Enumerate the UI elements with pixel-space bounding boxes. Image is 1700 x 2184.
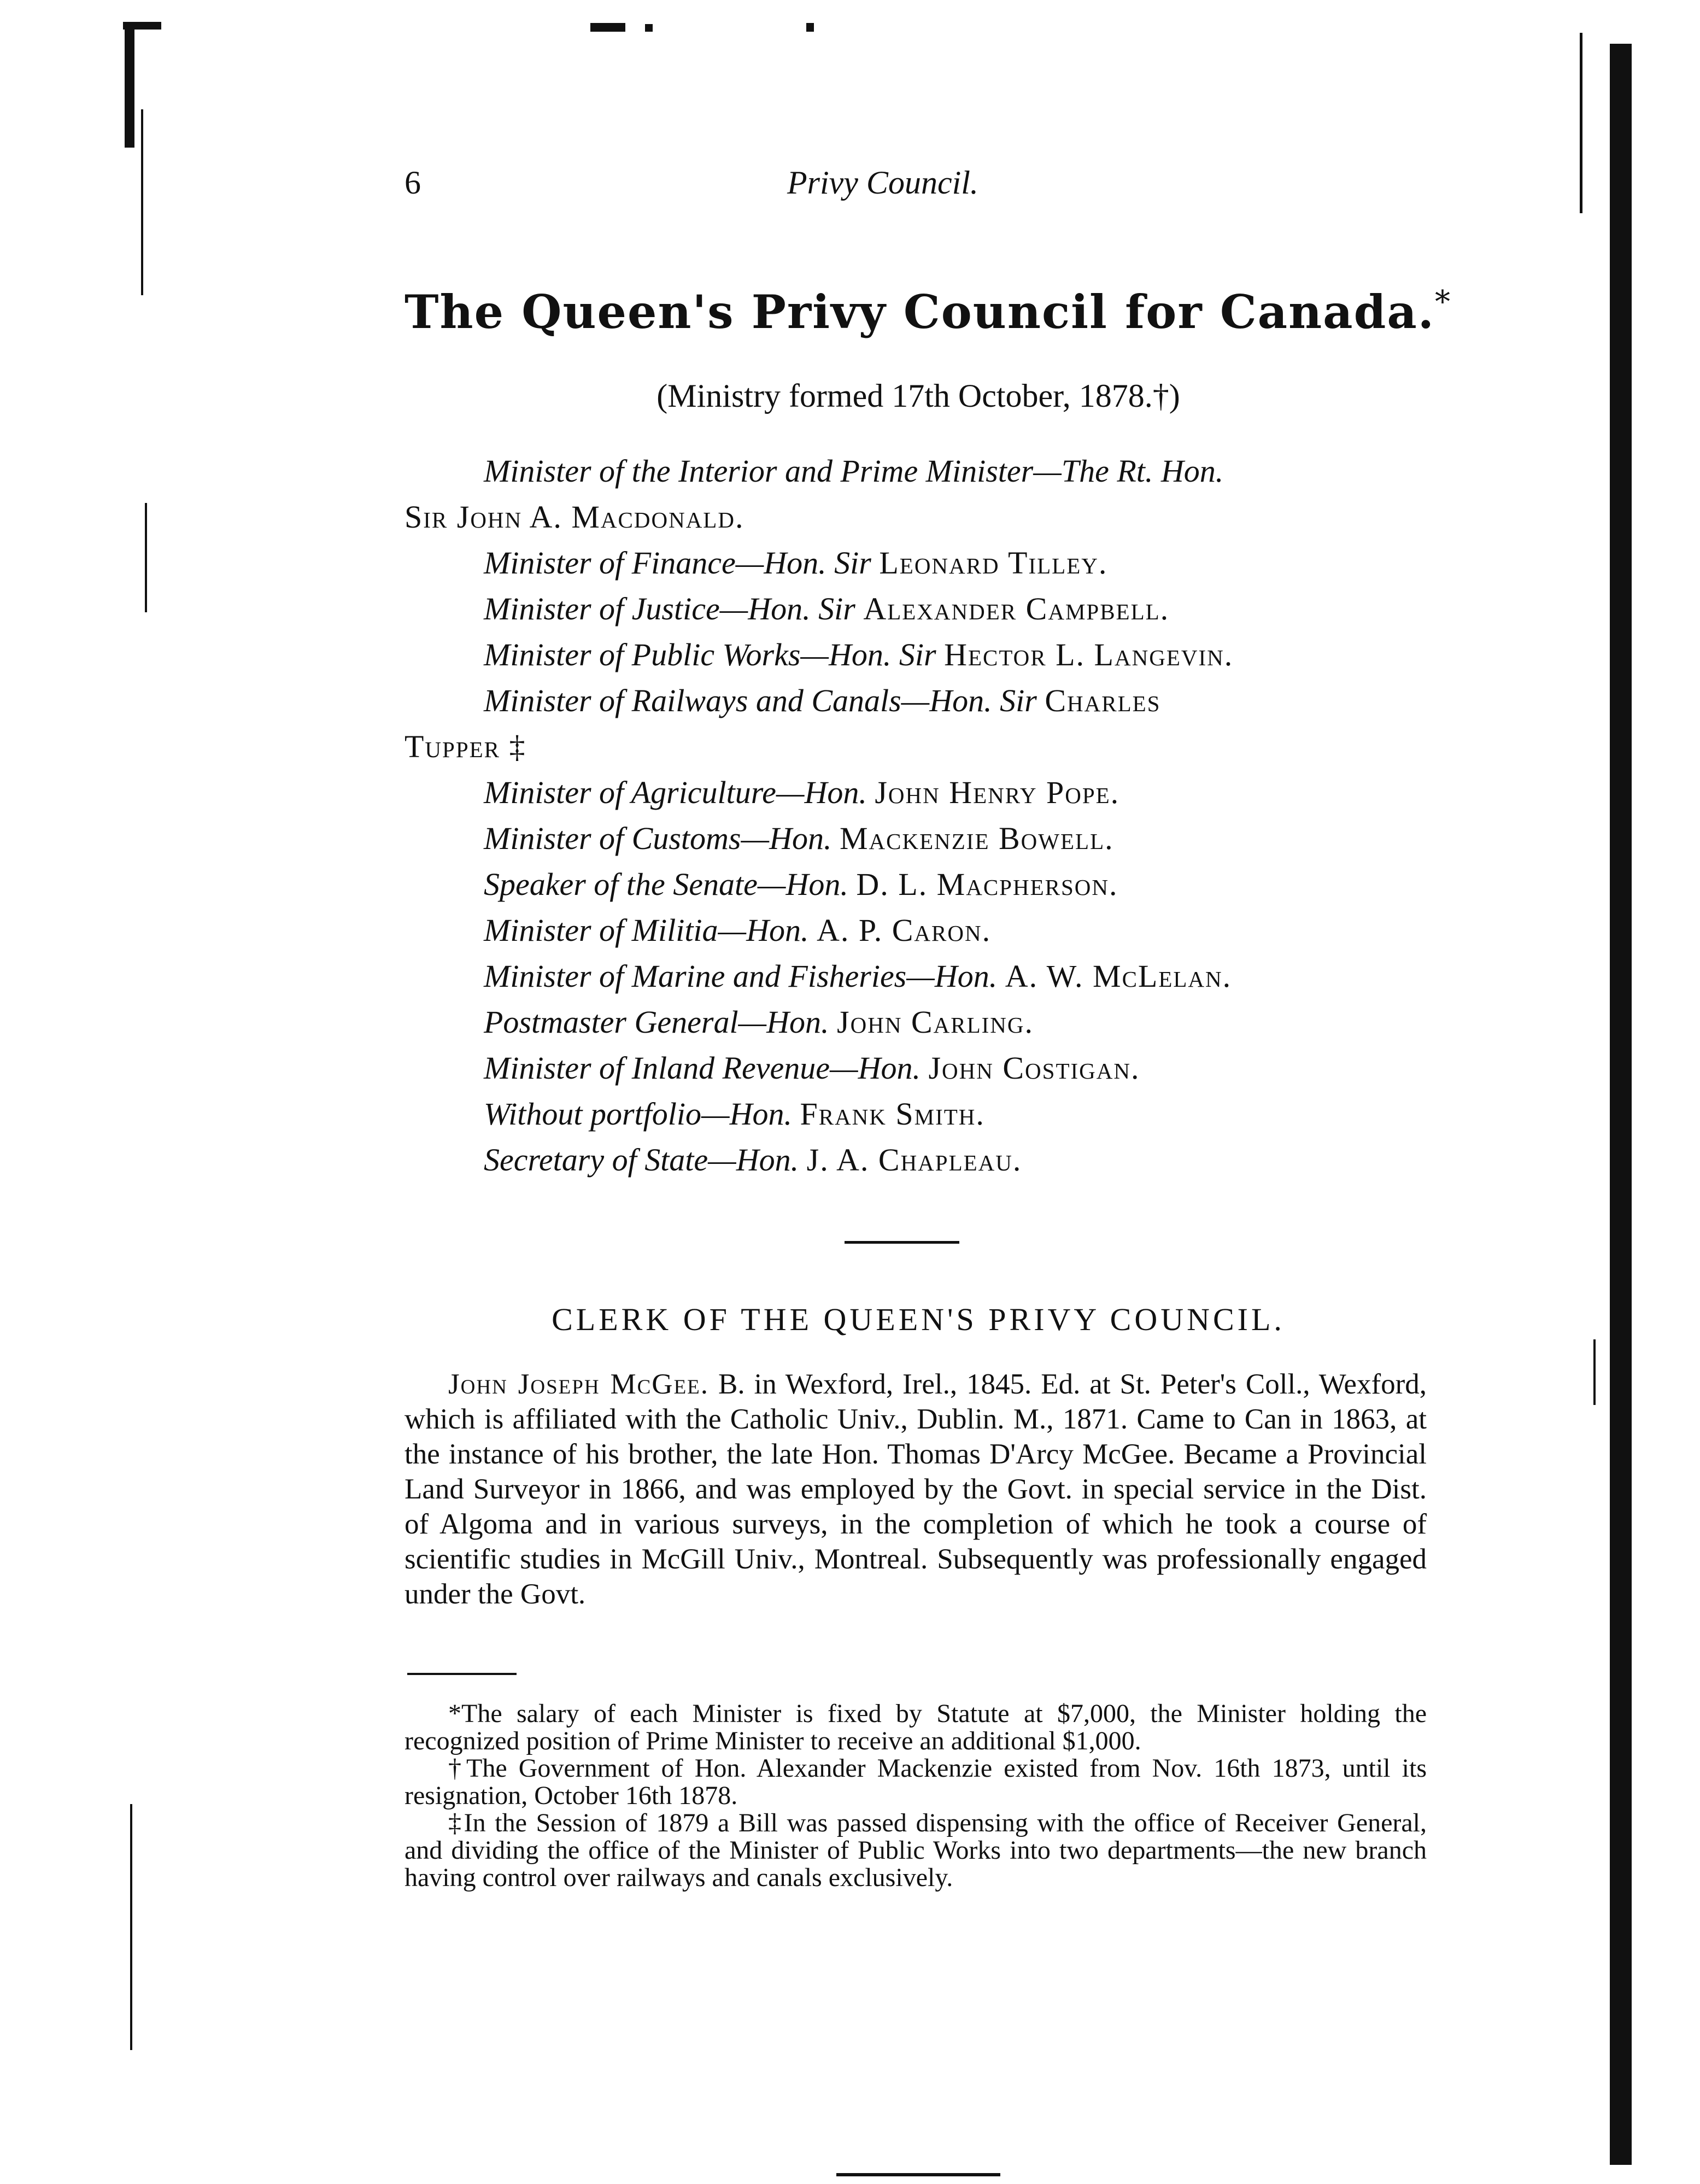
ministry-entry bbox=[405, 999, 1427, 1045]
ministry-role: Minister of Justice— bbox=[484, 591, 748, 626]
ministry-entry bbox=[405, 448, 1427, 494]
ministry-honorific: The Rt. Hon. bbox=[1061, 453, 1224, 489]
ministry-role: Minister of the Interior and Prime Minister— bbox=[484, 453, 1062, 489]
ministry-role: Without portfolio— bbox=[484, 1096, 730, 1132]
ministry-honorific: Hon. bbox=[746, 912, 809, 948]
ministry-entry bbox=[405, 678, 1427, 724]
ministry-name: Mackenzie Bowell. bbox=[839, 821, 1114, 856]
ministry-name-continued: Tupper ‡ bbox=[405, 729, 526, 764]
ministry-role: Minister of Finance— bbox=[484, 545, 764, 581]
ministry-entry bbox=[405, 540, 1427, 586]
footnote-salary: *The salary of each Minister is fixed by Statute at $7,000, the Minister holding the recognized position of Prime Minister to receive an additional $1,000. bbox=[405, 1699, 1427, 1755]
running-head: Privy Council. bbox=[787, 165, 978, 201]
right-edge-line-2 bbox=[1593, 1339, 1596, 1405]
ministry-name: Charles bbox=[1045, 683, 1161, 718]
ministry-entry bbox=[405, 586, 1427, 632]
ministry-honorific: Hon. bbox=[934, 958, 998, 994]
left-edge-line-3 bbox=[130, 1804, 132, 2050]
ministry-name: Frank Smith. bbox=[800, 1096, 985, 1132]
ministry-name: Leonard Tilley. bbox=[879, 545, 1108, 581]
ministry-role: Minister of Agriculture— bbox=[484, 775, 805, 810]
page-subtitle: (Ministry formed 17th October, 1878.†) bbox=[656, 378, 1180, 414]
ministry-entry bbox=[405, 1091, 1427, 1137]
left-edge-line bbox=[141, 109, 143, 295]
left-edge-line-2 bbox=[145, 503, 147, 612]
ministry-honorific: Hon. Sir bbox=[764, 545, 871, 581]
ministry-role: Speaker of the Senate— bbox=[484, 866, 786, 902]
clerk-biography bbox=[405, 1367, 1427, 1612]
ministry-role: Minister of Railways and Canals— bbox=[484, 683, 930, 718]
footnote-government: †The Government of Hon. Alexander Mackenzie existed from Nov. 16th 1873, until its resignation, October 16th 1878. bbox=[405, 1754, 1427, 1810]
top-speck-2 bbox=[645, 24, 653, 32]
ministry-honorific: Hon. bbox=[858, 1050, 921, 1086]
section-divider bbox=[845, 1241, 959, 1244]
ministry-name: J. A. Chapleau. bbox=[806, 1142, 1022, 1178]
left-binding-mark-top bbox=[123, 22, 161, 30]
ministry-entry bbox=[405, 1045, 1427, 1091]
ministry-name-continued: Sir John A. Macdonald. bbox=[405, 499, 745, 535]
page-title-text: The Queen's Privy Council for Canada. bbox=[405, 285, 1435, 339]
ministry-entry bbox=[405, 1137, 1427, 1183]
page-number: 6 bbox=[405, 165, 421, 201]
top-speck-3 bbox=[806, 23, 814, 32]
ministry-honorific: Hon. bbox=[736, 1142, 799, 1178]
left-binding-mark bbox=[125, 22, 134, 148]
ministry-name: John Costigan. bbox=[928, 1050, 1140, 1086]
ministry-entry bbox=[405, 907, 1427, 953]
clerk-name: John Joseph McGee. bbox=[448, 1368, 710, 1400]
ministry-entry bbox=[405, 770, 1427, 816]
ministry-honorific: Hon. Sir bbox=[929, 683, 1037, 718]
ministry-entry bbox=[405, 816, 1427, 862]
ministry-honorific: Hon. Sir bbox=[748, 591, 855, 626]
top-speck-1 bbox=[590, 23, 625, 32]
ministry-name: D. L. Macpherson. bbox=[856, 866, 1118, 902]
right-edge-bar bbox=[1610, 44, 1632, 2165]
footnote-rule bbox=[407, 1673, 517, 1675]
bottom-rule bbox=[836, 2173, 1000, 2176]
ministry-role: Minister of Customs— bbox=[484, 821, 770, 856]
ministry-honorific: Hon. bbox=[766, 1004, 829, 1040]
ministry-name: A. W. McLelan. bbox=[1005, 958, 1232, 994]
clerk-heading: CLERK OF THE QUEEN'S PRIVY COUNCIL. bbox=[552, 1302, 1285, 1337]
ministry-honorific: Hon. bbox=[785, 866, 848, 902]
page-header bbox=[405, 164, 1443, 208]
ministry-name: John Henry Pope. bbox=[875, 775, 1120, 810]
ministry-name: Alexander Campbell. bbox=[863, 591, 1170, 626]
ministry-role: Minister of Public Works— bbox=[484, 637, 829, 672]
clerk-biography-text: B. in Wexford, Irel., 1845. Ed. at St. Peter's Coll., Wexford, which is affiliated with the Catholic Univ., Dublin. M., 1871. Came to Can in 1863, at the instance of his brother, the late Hon. Thomas D'Arcy McGee. Became a Provincial Land Surveyor in 1866, and was employed by the Govt. in special service in the Dist. of Algoma and in various surveys, in the completion of which he took a course of scientific studies in McGill Univ., Montreal. Subsequently was professionally engaged under the Govt. bbox=[405, 1368, 1427, 1610]
ministry-honorific: Hon. bbox=[804, 775, 867, 810]
ministry-entry bbox=[405, 632, 1427, 678]
ministry-role: Minister of Marine and Fisheries— bbox=[484, 958, 935, 994]
footnote-session: ‡In the Session of 1879 a Bill was passed dispensing with the office of Receiver General, and dividing the office of the Minister of Public Works into two departments—the new branch having control over railways and canals exclusively. bbox=[405, 1808, 1427, 1892]
ministry-role: Secretary of State— bbox=[484, 1142, 736, 1178]
page-title bbox=[405, 284, 1452, 339]
ministry-honorific: Hon. bbox=[769, 821, 832, 856]
ministry-honorific: Hon. Sir bbox=[829, 637, 936, 672]
right-edge-line bbox=[1580, 33, 1582, 213]
footnotes bbox=[405, 1700, 1427, 1892]
ministry-entry bbox=[405, 862, 1427, 907]
ministry-role: Minister of Inland Revenue— bbox=[484, 1050, 858, 1086]
ministry-list bbox=[405, 448, 1427, 1183]
ministry-name: A. P. Caron. bbox=[817, 912, 992, 948]
ministry-role: Postmaster General— bbox=[484, 1004, 767, 1040]
ministry-role: Minister of Militia— bbox=[484, 912, 747, 948]
ministry-entry bbox=[405, 953, 1427, 999]
ministry-name: Hector L. Langevin. bbox=[944, 637, 1234, 672]
ministry-name: John Carling. bbox=[837, 1004, 1034, 1040]
ministry-honorific: Hon. bbox=[729, 1096, 792, 1132]
title-footnote-mark: * bbox=[1435, 284, 1452, 320]
